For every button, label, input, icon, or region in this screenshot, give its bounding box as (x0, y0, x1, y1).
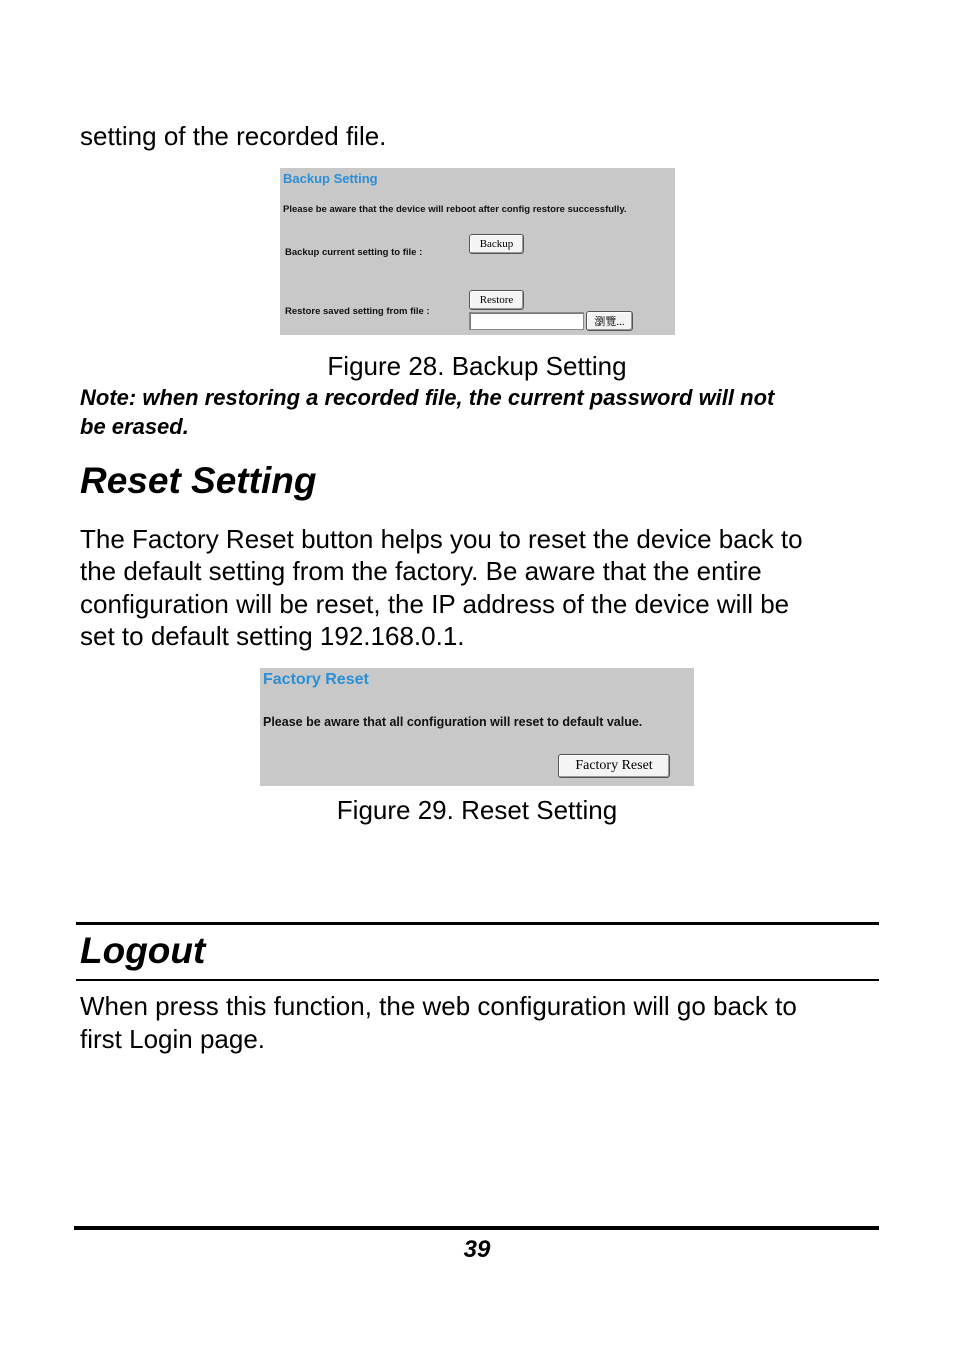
note-line-1: Note: when restoring a recorded file, the current password will not (80, 385, 775, 410)
backup-setting-panel (280, 168, 675, 335)
logout-top-rule (76, 922, 879, 925)
backup-panel-warning: Please be aware that the device will reboot after config restore successfully. (283, 204, 627, 215)
figure-29-caption: Figure 29. Reset Setting (336, 795, 618, 825)
logout-paragraph-line-1: When press this function, the web configuration will go back to (80, 991, 797, 1021)
reset-panel-title: Factory Reset (263, 671, 369, 688)
backup-current-label: Backup current setting to file : (285, 247, 423, 258)
note-line-2: be erased. (80, 414, 189, 439)
logout-bottom-rule (76, 979, 879, 981)
restore-saved-label: Restore saved setting from file : (285, 306, 430, 317)
restore-file-input[interactable] (469, 312, 584, 330)
reset-panel-warning: Please be aware that all configuration will reset to default value. (263, 715, 643, 729)
intro-line: setting of the recorded file. (80, 121, 387, 151)
logout-paragraph-line-2: first Login page. (80, 1024, 266, 1054)
figure-28-caption: Figure 28. Backup Setting (327, 351, 627, 381)
factory-reset-button[interactable]: Factory Reset (558, 754, 670, 778)
backup-panel-title: Backup Setting (283, 171, 378, 186)
backup-button[interactable]: Backup (469, 234, 524, 254)
footer-rule (74, 1226, 879, 1230)
factory-reset-panel (260, 668, 694, 786)
logout-heading: Logout (80, 930, 206, 971)
restore-button[interactable]: Restore (469, 290, 524, 310)
reset-setting-heading: Reset Setting (80, 460, 317, 501)
browse-button[interactable]: 瀏覽... (586, 311, 633, 331)
reset-paragraph-line-4: set to default setting 192.168.0.1. (80, 621, 465, 651)
reset-paragraph-line-3: configuration will be reset, the IP address of the device will be (80, 589, 790, 619)
reset-paragraph-line-2: the default setting from the factory. Be aware that the entire (80, 556, 762, 586)
reset-paragraph-line-1: The Factory Reset button helps you to reset the device back to (80, 524, 803, 554)
page-number: 39 (463, 1236, 491, 1263)
